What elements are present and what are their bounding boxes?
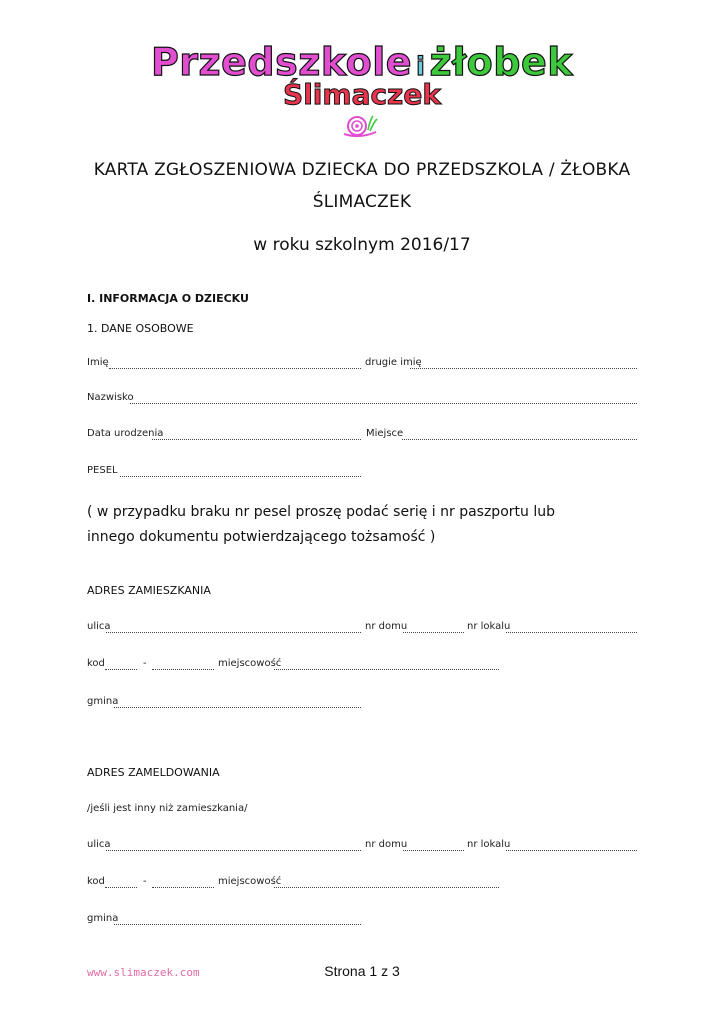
label-gmina-zameldowania: gmina: [87, 913, 119, 924]
field-miejscowosc[interactable]: [274, 669, 499, 670]
field-kod-1-zameldowania[interactable]: [105, 887, 137, 888]
page-number: Strona 1 z 3: [324, 963, 400, 979]
label-nr-lokalu-zameldowania: nr lokalu: [467, 839, 511, 850]
label-nr-domu-zameldowania: nr domu: [365, 839, 408, 850]
label-pesel: PESEL: [87, 465, 118, 476]
field-pesel[interactable]: [120, 476, 361, 477]
logo-name: Ślimaczek: [283, 78, 441, 111]
label-ulica: ulica: [87, 621, 111, 632]
logo: [0, 40, 724, 150]
label-nazwisko: Nazwisko: [87, 392, 134, 403]
kod-dash-zameldowania: -: [143, 876, 147, 887]
label-miejsce: Miejsce: [366, 428, 404, 439]
label-kod: kod: [87, 658, 105, 669]
label-miejscowosc: miejscowość: [218, 658, 282, 669]
field-nr-lokalu-zameldowania[interactable]: [506, 850, 637, 851]
field-ulica[interactable]: [106, 632, 361, 633]
label-kod-zameldowania: kod: [87, 876, 105, 887]
section-heading-info: I. INFORMACJA O DZIECKU: [87, 292, 249, 305]
school-year: w roku szkolnym 2016/17: [253, 235, 471, 255]
label-nr-domu: nr domu: [365, 621, 408, 632]
logo-second-text: żłobek: [429, 40, 574, 84]
form-title-line1: KARTA ZGŁOSZENIOWA DZIECKA DO PRZEDSZKOLA / ŻŁOBKA: [93, 160, 631, 180]
field-nr-domu-zameldowania[interactable]: [403, 850, 464, 851]
label-imie: Imię: [87, 357, 109, 368]
field-kod-2-zameldowania[interactable]: [152, 887, 214, 888]
label-ulica-zameldowania: ulica: [87, 839, 111, 850]
label-nr-lokalu: nr lokalu: [467, 621, 511, 632]
footer-url[interactable]: www.slimaczek.com: [87, 966, 200, 979]
field-miejsce[interactable]: [402, 439, 637, 440]
field-imie[interactable]: [109, 368, 361, 369]
section-heading-adres-zameldowania: ADRES ZAMELDOWANIA: [87, 766, 220, 779]
label-drugie-imie: drugie imię: [365, 357, 422, 368]
field-kod-1[interactable]: [105, 669, 137, 670]
field-nazwisko[interactable]: [130, 403, 637, 404]
field-nr-domu[interactable]: [403, 632, 464, 633]
field-miejscowosc-zameldowania[interactable]: [274, 887, 499, 888]
logo-main-text: Przedszkole: [150, 40, 413, 84]
kod-dash: -: [143, 658, 147, 669]
field-ulica-zameldowania[interactable]: [106, 850, 361, 851]
label-miejscowosc-zameldowania: miejscowość: [218, 876, 282, 887]
field-nr-lokalu[interactable]: [506, 632, 637, 633]
field-gmina[interactable]: [114, 707, 361, 708]
logo-connector-text: i: [416, 52, 426, 82]
section-sub-personal: 1. DANE OSOBOWE: [87, 322, 194, 335]
form-title-line2: ŚLIMACZEK: [312, 192, 412, 212]
field-kod-2[interactable]: [152, 669, 214, 670]
label-data-urodzenia: Data urodzenia: [87, 428, 164, 439]
snail-icon: [340, 112, 380, 142]
field-drugie-imie[interactable]: [410, 368, 637, 369]
zameldowanie-note: /jeśli jest inny niż zamieszkania/: [87, 803, 248, 814]
field-data-urodzenia[interactable]: [152, 439, 361, 440]
field-gmina-zameldowania[interactable]: [114, 924, 361, 925]
label-gmina: gmina: [87, 696, 119, 707]
pesel-note: ( w przypadku braku nr pesel proszę podać serię i nr paszportu lub innego dokumentu potwierdzającego tożsamość ): [87, 504, 555, 545]
section-heading-adres-zamieszkania: ADRES ZAMIESZKANIA: [87, 584, 211, 597]
